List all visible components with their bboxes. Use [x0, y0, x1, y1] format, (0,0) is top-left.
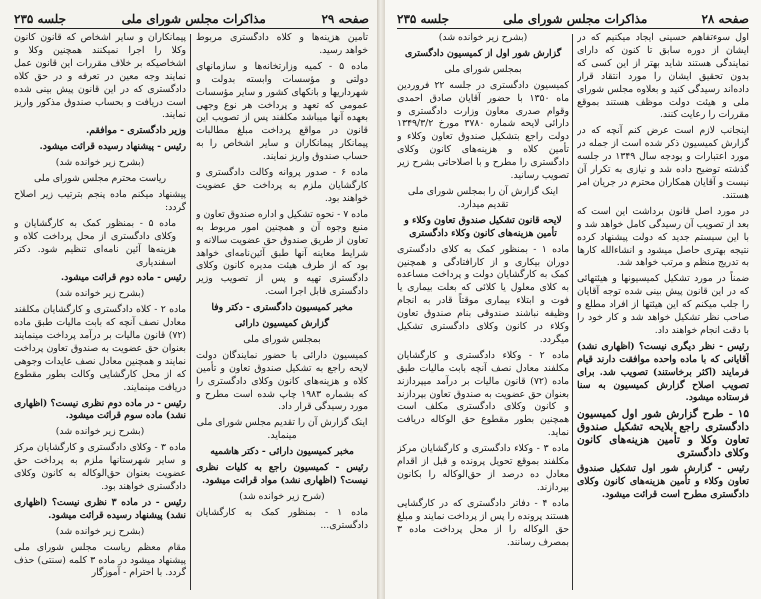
paragraph: مقام معظم ریاست مجلس شورای ملی پیشنهاد میشود در ماده ۳ کلمه (سنتی) حذف گردد. با احترام - آموزگار — [14, 541, 186, 579]
paragraph: گزارش کمیسیون دارائی — [235, 318, 329, 330]
paragraph: رئیس - در ماده ۳ نظری نیست؟ (اظهاری نشد) پیشنهاد رسیده قرائت میشود. — [14, 496, 186, 521]
paragraph: (بشرح زیر خوانده شد) — [55, 157, 145, 169]
paragraph: (بشرح زیر خوانده شد) — [438, 32, 528, 43]
paragraph: کمیسیون دارائی با حضور نمایندگان دولت لایحه راجع به تشکیل صندوق تعاون و تأمین کلاه و هزینه‌های کانون وکلای دادگستری را که بشماره ۱۹۸۳ چاپ شده است مطرح و مورد رسیدگی قرار داد. — [196, 349, 368, 413]
right-page-right-column — [577, 32, 749, 592]
paragraph: رئیس - پیشنهاد رسیده قرائت میشود. — [39, 141, 186, 153]
book-gutter — [377, 0, 385, 599]
paragraph: ماده ۳ - وکلای دادگستری و کارگشایان مرکز و سایر شهرستانها ملزم به پرداخت حق عضویت بعنوان حق‌الوکاله به کانون وکلای دادگستری خواهند بود. — [14, 442, 186, 492]
paragraph: ماده ۵ - بمنظور کمک به کارگشایان و وکلای دادگستری از محل پرداخت کلاه و هزینه‌ها آئین نامه‌ای تنظیم شود. دکتر اسفندیاری — [14, 217, 176, 268]
left-running-title: مذاکرات مجلس شورای ملی — [121, 12, 266, 26]
right-page-left-column — [397, 32, 569, 592]
paragraph: (شرح زیر خوانده شد) — [239, 490, 325, 502]
left-page-number: صفحه ۲۹ — [321, 12, 369, 26]
paragraph: رئیس - نظر دیگری نیست؟ (اظهاری نشد) آقایانی که با ماده واحده موافقت دارند قیام فرمایند (اکثر برخاستند) تصویب شد. برای تصویب اصلاح گزارش کمیسیون به سنا فرستاده میشود. — [577, 340, 749, 404]
right-page-header — [397, 10, 749, 29]
paragraph: وزیر دادگستری - موافقم. — [86, 125, 186, 137]
paragraph: بمجلس شورای ملی — [444, 63, 522, 75]
paragraph: مخبر کمیسیون دارائی - دکتر هاشمیه — [210, 446, 354, 458]
paragraph: اینجانب لازم است عرض کنم آنچه که در گزارش کمیسیون ذکر شده است از جمله در مورد اعتبارات و بودجه سال ۱۳۴۹ در جلسه گذشته توضیح داده شد و نیازی به تکرار آن نیست و آقایان همکاران محترم در جریان امر هستند. — [577, 125, 749, 201]
paragraph: (بشرح زیر خوانده شد) — [55, 525, 145, 537]
paragraph: ماده ۱ - بمنظور کمک به کلای دادگستری دوران بیکاری و از کارافتادگی و همچنین کمک به کارگشایان دولت و پرداخت مساعده به کلای معلول یا کلائی که بعلت بیماری یا فوت و ابتلاء بیماری موقتاً قادر به انجام وظیفه نباشند صندوقی بنام صندوق تعاون وکلاء در کانون وکلای دادگستری تشکیل میگردد. — [397, 243, 569, 345]
paragraph: اول سوءتفاهم حسینی ایجاد میکنیم که در ایشان از دوره سابق تا کنون که دارای نمایندگی هستند شاید بهتر از این کسی که بدون تحقیق ایشان را مورد انتقاد قرار داده‌اند رسیدگی کنید و بعلاوه مجلس شورای ملی و هیئت دولت موظف هستند بموقع مقررات را رعایت کنند. — [577, 32, 749, 121]
right-running-title: مذاکرات مجلس شورای ملی — [503, 12, 648, 26]
paragraph: ضمناً در مورد تشکیل کمیسیونها و هیئتهائی که در این قانون پیش بینی شده توجه آقایان را جلب میکنم که این هیئتها از افراد مطلع و صاحب نظر تشکیل خواهد شد و کار خود را با دقت انجام خواهند داد. — [577, 273, 749, 336]
paragraph: ماده ۴ - دفاتر دادگستری که در کارگشایی هستند پرونده را پس از پرداخت نمایند و مبلغ حق الوکاله را از محل پرداخت ماده ۳ بمصرف رسانند. — [397, 497, 569, 548]
paragraph: رئیس - در ماده دوم نظری نیست؟ (اظهاری نشد) ماده سوم قرائت میشود. — [14, 397, 186, 422]
left-page-header — [14, 10, 369, 29]
paragraph: رئیس - ماده دوم قرائت میشود. — [60, 272, 186, 284]
paragraph: (بشرح زیر خوانده شد) — [55, 288, 145, 300]
paragraph: ماده ۱ - بمنظور کمک به کارگشایان دادگستری... — [196, 506, 368, 531]
paragraph: ماده ۲ - کلاه دادگستری و کارگشایان مکلفند معادل نصف آنچه که بابت مالیات طبق ماده (۷۲) قانون مالیات بر درآمد پرداخت مینمایند بعنوان حق عضویت به صندوق تعاون پرداخت نمایند و همچنین معادل نصف عایدات وجوهی که از محل کارگشایی وکالت بطور مقطوع دریافت مینمایند. — [14, 304, 186, 393]
paragraph: بمجلس شورای ملی — [243, 333, 321, 345]
paragraph: ماده ۷ - نحوه تشکیل و اداره صندوق تعاون و منبع وجوه آن و همچنین امور مربوط به تعاون از طریق صندوق حق عضویت سالانه و شرایط معاینه آنها طبق آئین‌نامه‌ای خواهد بود که از طرف هیئت مدیره کانون وکلای دادگستری تهیه و پس از تصویب وزیر دادگستری قابل اجرا است. — [196, 208, 368, 298]
paragraph: کمیسیون دادگستری در جلسه ۲۲ فروردین ماه ۱۳۵۰ با حضور آقایان صادق احمدی وقوام صدری معاون وزارت دادگستری و دارائی لایحه شماره ۳۷۸۰ مورخ ۱۳۴۹/۳/۲ دولت راجع بتشکیل صندوق تعاون وکلاء و تأمین کلاه و هزینه‌های کانون وکلای دادگستری را مطرح و با اصلاحاتی بشرح زیر تصویب رسانید. — [397, 79, 569, 182]
left-page-left-column — [14, 32, 186, 592]
paragraph: پیشنهاد میکنم ماده پنجم بترتیب زیر اصلاح گردد: — [14, 188, 186, 213]
paragraph: گزارش شور اول از کمیسیون دادگستری — [404, 47, 562, 59]
left-page-right-column — [196, 32, 368, 592]
paragraph: لایحه قانون تشکیل صندوق تعاون وکلاء و تأمین هزینه‌های کانون وکلاء دادگستری — [404, 214, 562, 239]
paragraph: ماده ۵ - کمیه وزارتخانه‌ها و سازمانهای دولتی و مؤسسات وابسته بدولت و شهرداریها و بانکهای کشور و سایر مؤسسات عمومی که تعهد و پرداخت هر نوع وجهی بعهده آنها میباشد مکلفند پس از تصویب این قانون در مواقع پرداخت مبلغ مطالبات پیمانکار پیمانکاران و سایر اشخاص را به حساب صندوق واریز نمایند. — [196, 60, 368, 163]
paragraph: اینک گزارش آن را تقدیم مجلس شورای ملی مینماید. — [196, 417, 368, 442]
paragraph: تأمین هزینه‌ها و کلاه دادگستری مربوط خواهد رسید. — [196, 32, 368, 56]
paragraph: ریاست محترم مجلس شورای ملی — [34, 173, 166, 185]
paragraph: ماده ۲ - وکلاء دادگستری و کارگشایان مکلفند معادل نصف آنچه بابت مالیات طبق ماده (۷۲) قانون مالیات بر درآمد میپردازند بعنوان حق عضویت به صندوق تعاون بپردازند و کانون وکلای دادگستری مکلف است همچنین بطور مقطوع حق الوکاله دریافت نماید. — [397, 349, 569, 439]
paragraph: ۱۵ - طرح گزارش شور اول کمیسیون دادگستری راجع بلایحه تشکیل صندوق تعاون وکلا و تأمین هزینه‌های کانون وکلای دادگستری — [577, 408, 749, 460]
paragraph: اینک گزارش آن را بمجلس شورای ملی تقدیم میدارد. — [407, 185, 559, 210]
right-page — [381, 0, 761, 599]
paragraph: پیمانکاران و سایر اشخاص که قانون کانون وکلا را اجرا نمیکنند همچنین وکلا و اشخاصیکه بر خلاف مقررات این قانون عمل نمایند وجه معین در تعرفه و در حق کلاه دادگستری که در این قانون پیش بینی شده است دریافت و بحساب صندوق مذکور واریز نمایند. — [14, 32, 186, 121]
left-column-divider — [190, 34, 191, 590]
paragraph: ماده ۶ - صدور پروانه وکالت دادگستری و کارگشایان ملزم به پرداخت حق عضویت خواهند بود. — [196, 167, 368, 204]
right-page-number: صفحه ۲۸ — [701, 12, 749, 26]
paragraph: (بشرح زیر خوانده شد) — [55, 426, 145, 438]
paragraph: ماده ۳ - وکلاء دادگستری و کارگشایان مرکز مکلفند بموقع تحویل پرونده و قبل از اقدام معادل ده درصد از حق‌الوکاله را بکانون بپردازند. — [397, 443, 569, 493]
left-session-number: جلسه ۲۳۵ — [14, 12, 67, 26]
paragraph: در مورد اصل قانون برداشت این است که بعد از تصویب آن رسیدگی کامل خواهد شد و با این سیستم جدید که دولت پیشنهاد کرده نتیجه بهتری حاصل میشود و انشاءالله کارها به تدریج منظم و مرتب خواهد شد. — [577, 205, 749, 269]
paragraph: رئیس - گزارش شور اول تشکیل صندوق تعاون وکلاء و تأمین هزینه‌های کانون وکلای دادگستری مطرح است قرائت میشود. — [577, 463, 749, 501]
paragraph: مخبر کمیسیون دادگستری - دکتر وفا — [211, 302, 353, 314]
right-session-number: جلسه ۲۳۵ — [397, 12, 450, 26]
paragraph: رئیس - کمیسیون راجع به کلیات نظری نیست؟ (اظهاری نشد) مواد قرائت میشود. — [196, 462, 368, 486]
right-column-divider — [572, 34, 573, 590]
